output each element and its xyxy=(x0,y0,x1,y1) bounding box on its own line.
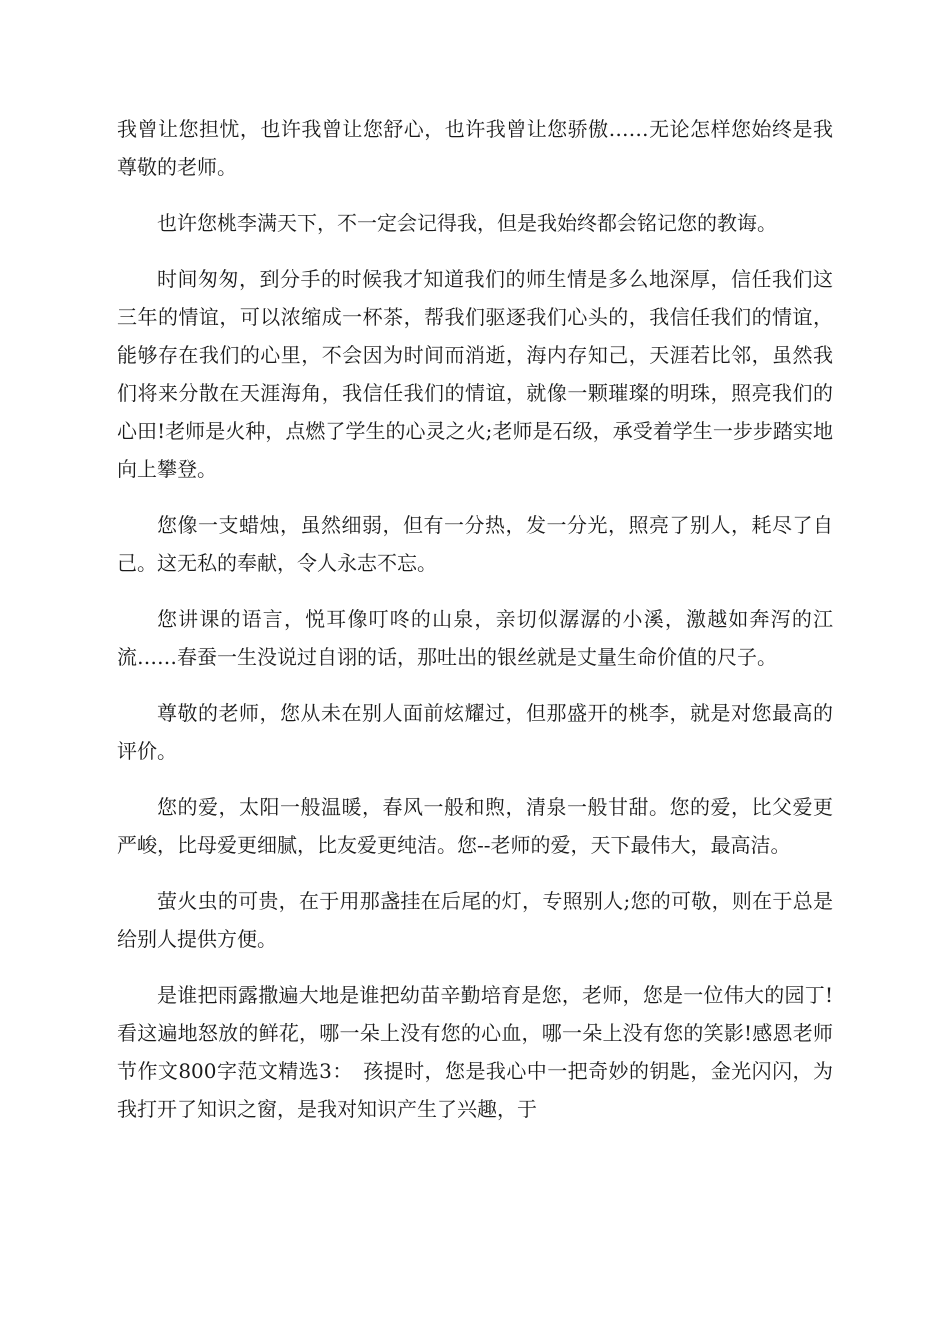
paragraph-3: 时间匆匆，到分手的时候我才知道我们的师生情是多么地深厚，信任我们这三年的情谊，可以浓缩成一杯茶，帮我们驱逐我们心头的，我信任我们的情谊，能够存在我们的心里，不会因为时间而消逝，海内存知己，天涯若比邻，虽然我们将来分散在天涯海角，我信任我们的情谊，就像一颗璀璨的明珠，照亮我们的心田!老师是火种，点燃了学生的心灵之火;老师是石级，承受着学生一步步踏实地向上攀登。 xyxy=(117,267,833,481)
paragraph-2: 也许您桃李满天下，不一定会记得我，但是我始终都会铭记您的教诲。 xyxy=(157,211,777,235)
paragraph-5: 您讲课的语言，悦耳像叮咚的山泉，亲切似潺潺的小溪，激越如奔泻的江流……春蚕一生没说过自诩的话，那吐出的银丝就是丈量生命价值的尺子。 xyxy=(117,607,833,669)
paragraph-7: 您的爱，太阳一般温暖，春风一般和煦，清泉一般甘甜。您的爱，比父爱更严峻，比母爱更细腻，比友爱更纯洁。您--老师的爱，天下最伟大，最高洁。 xyxy=(117,795,833,857)
document-body xyxy=(117,110,833,1146)
paragraph-9: 是谁把雨露撒遍大地是谁把幼苗辛勤培育是您，老师，您是一位伟大的园丁!看这遍地怒放的鲜花，哪一朵上没有您的心血，哪一朵上没有您的笑影!感恩老师节作文800字范文精选3： 孩提时，您是我心中一把奇妙的钥匙，金光闪闪，为我打开了知识之窗，是我对知识产生了兴趣，于 xyxy=(117,983,833,1121)
paragraph-1: 我曾让您担忧，也许我曾让您舒心，也许我曾让您骄傲……无论怎样您始终是我尊敬的老师。 xyxy=(117,117,833,179)
paragraph-8: 萤火虫的可贵，在于用那盏挂在后尾的灯，专照别人;您的可敬，则在于总是给别人提供方便。 xyxy=(117,889,833,951)
paragraph-4: 您像一支蜡烛，虽然细弱，但有一分热，发一分光，照亮了别人，耗尽了自己。这无私的奉献，令人永志不忘。 xyxy=(117,513,833,575)
paragraph-6: 尊敬的老师，您从未在别人面前炫耀过，但那盛开的桃李，就是对您最高的评价。 xyxy=(117,701,833,763)
